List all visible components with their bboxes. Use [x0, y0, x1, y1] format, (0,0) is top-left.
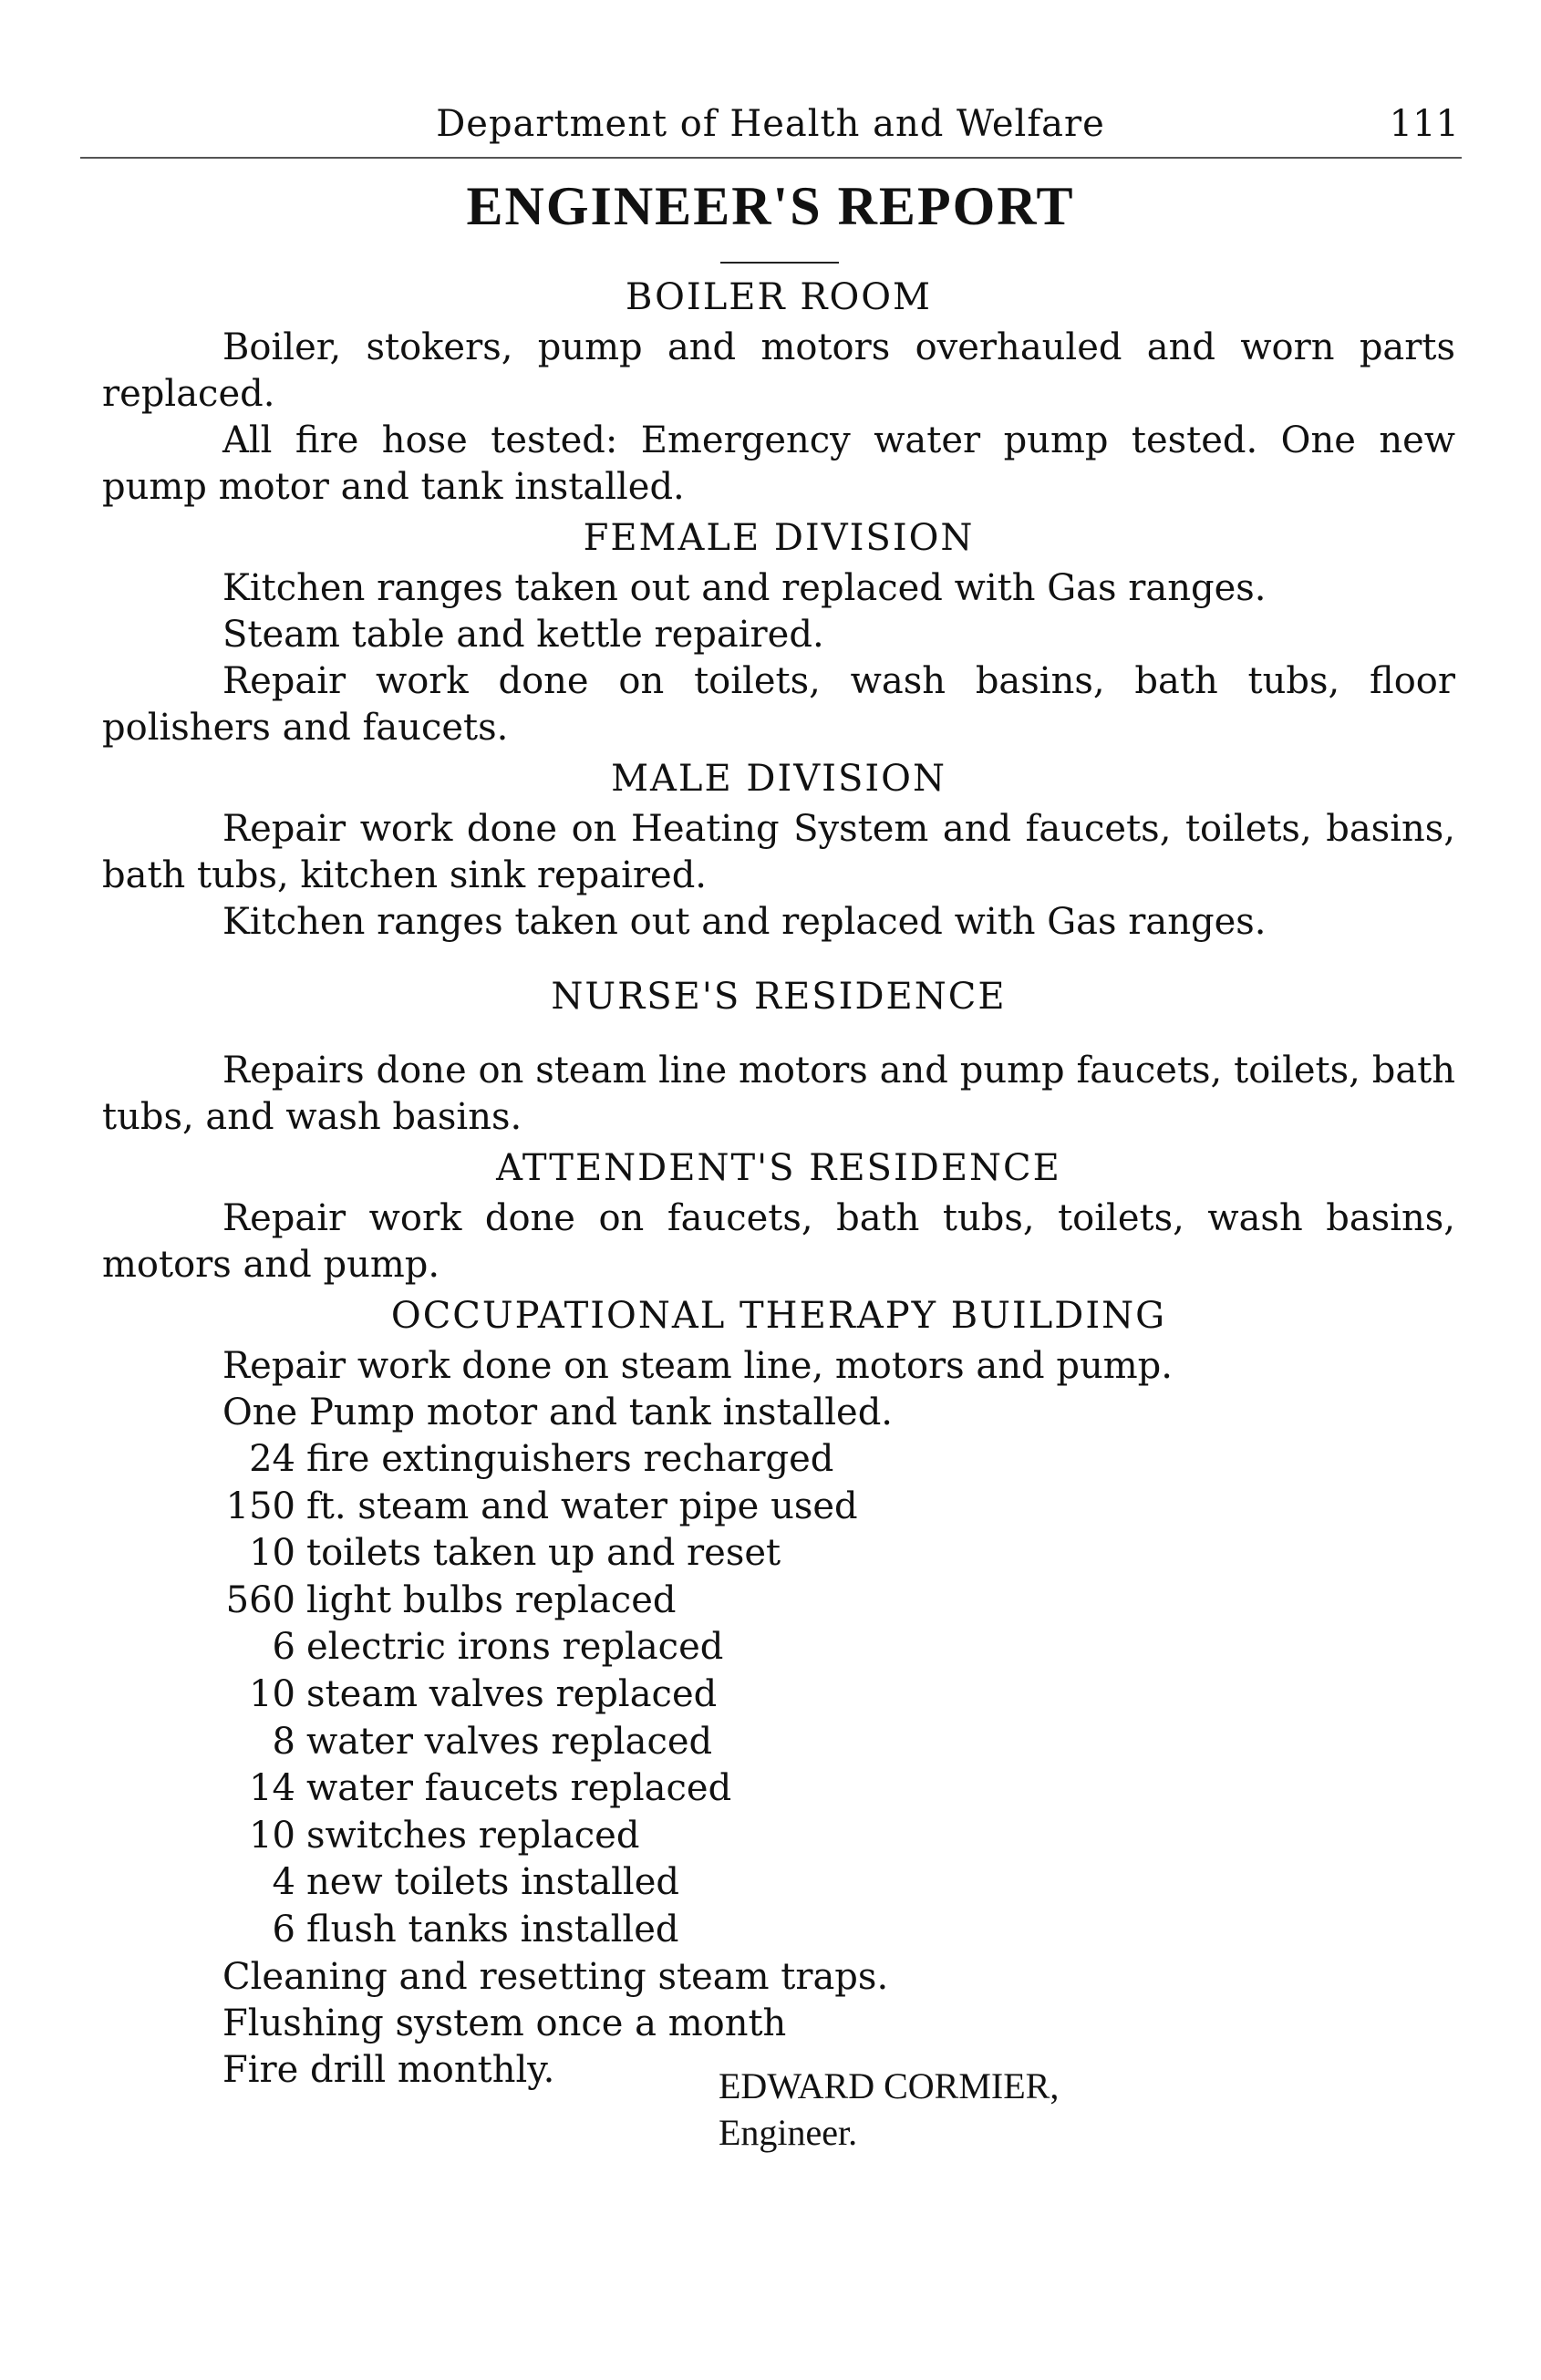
ot-building-line-2: One Pump motor and tank installed.: [222, 1392, 894, 1433]
ot-building-line-5: Fire drill monthly.: [222, 2048, 555, 2091]
attendents-residence-section: [102, 1141, 1455, 1288]
stat-description: flush tanks installed: [306, 1908, 679, 1951]
stat-row: [222, 1859, 1455, 1907]
attendents-residence-heading: ATTENDENT'S RESIDENCE: [496, 1147, 1061, 1189]
stat-quantity: 150: [225, 1485, 295, 1527]
signatory-name: EDWARD CORMIER,: [719, 2065, 1060, 2106]
female-division-line-1: Kitchen ranges taken out and replaced with Gas ranges.: [222, 567, 1267, 609]
male-division-section: [102, 751, 1455, 946]
male-division-heading: MALE DIVISION: [611, 758, 946, 800]
stat-row: [222, 1765, 1455, 1813]
boiler-room-paragraph-1: Boiler, stokers, pump and motors overhauled and worn parts replaced.: [102, 326, 1455, 415]
running-title: Department of Health and Welfare: [436, 103, 1105, 145]
work-stats-list: [222, 1436, 1455, 1954]
stat-description: electric irons replaced: [306, 1626, 724, 1669]
male-division-line-2: Kitchen ranges taken out and replaced with Gas ranges.: [222, 901, 1267, 943]
ot-building-section: [102, 1288, 1455, 2094]
stat-row: [222, 1530, 1455, 1578]
stat-description: toilets taken up and reset: [306, 1532, 781, 1575]
stat-description: new toilets installed: [306, 1861, 679, 1904]
stat-quantity: 10: [249, 1672, 295, 1715]
boiler-room-section: [102, 270, 1455, 511]
female-division-line-2: Steam table and kettle repaired.: [222, 614, 824, 656]
stat-description: fire extinguishers recharged: [306, 1438, 834, 1480]
nurses-residence-section: [102, 969, 1455, 1141]
stat-quantity: 24: [249, 1438, 295, 1480]
stat-quantity: 560: [225, 1578, 295, 1621]
nurses-residence-heading: NURSE'S RESIDENCE: [551, 976, 1007, 1018]
section-gap: [102, 946, 1455, 969]
attendents-residence-paragraph: Repair work done on faucets, bath tubs, toilets, wash basins, motors and pump.: [102, 1197, 1455, 1286]
female-division-section: [102, 511, 1455, 751]
ot-building-line-4: Flushing system once a month: [222, 2002, 787, 2044]
stat-description: water valves replaced: [306, 1720, 713, 1763]
female-division-heading: FEMALE DIVISION: [583, 517, 975, 559]
stat-description: steam valves replaced: [306, 1672, 718, 1715]
header-rule: [80, 157, 1462, 159]
stat-row: [222, 1484, 1455, 1531]
nurses-residence-paragraph: Repairs done on steam line motors and pump faucets, toilets, bath tubs, and wash basins.: [102, 1050, 1455, 1138]
stat-row: [222, 1907, 1455, 1954]
stat-row: [222, 1436, 1455, 1484]
stat-quantity: 14: [249, 1767, 295, 1810]
running-header: [0, 98, 1541, 150]
stat-description: ft. steam and water pipe used: [306, 1485, 858, 1527]
section-gap: [102, 1024, 1455, 1048]
stat-row: [222, 1813, 1455, 1860]
stat-description: water faucets replaced: [306, 1767, 732, 1810]
report-title: ENGINEER'S REPORT: [466, 176, 1075, 236]
boiler-room-heading: BOILER ROOM: [626, 276, 932, 318]
boiler-room-paragraph-2: All fire hose tested: Emergency water pump tested. One new pump motor and tank installed.: [102, 419, 1455, 508]
ot-building-line-3: Cleaning and resetting steam traps.: [222, 1955, 889, 1998]
signature-block: [719, 2063, 1448, 2156]
stat-row: [222, 1719, 1455, 1766]
stat-quantity: 6: [272, 1626, 295, 1669]
male-division-paragraph-1: Repair work done on Heating System and faucets, toilets, basins, bath tubs, kitchen sink repaired.: [102, 808, 1455, 896]
page-number: 111: [1389, 103, 1459, 145]
report-body: [102, 270, 1455, 2094]
stat-description: switches replaced: [306, 1814, 640, 1857]
stat-row: [222, 1624, 1455, 1671]
ot-building-line-1: Repair work done on steam line, motors and pump.: [222, 1345, 1173, 1387]
stat-description: light bulbs replaced: [306, 1578, 677, 1621]
stat-row: [222, 1671, 1455, 1719]
stat-quantity: 10: [249, 1532, 295, 1575]
stat-row: [222, 1578, 1455, 1625]
stat-quantity: 6: [272, 1908, 295, 1951]
ot-building-heading: OCCUPATIONAL THERAPY BUILDING: [390, 1295, 1167, 1337]
stat-quantity: 4: [272, 1861, 295, 1904]
female-division-paragraph-3: Repair work done on toilets, wash basins, bath tubs, floor polishers and faucets.: [102, 660, 1455, 749]
signatory-role: Engineer.: [719, 2112, 858, 2153]
stat-quantity: 10: [249, 1814, 295, 1857]
title-rule: [720, 262, 839, 264]
stat-quantity: 8: [272, 1720, 295, 1763]
